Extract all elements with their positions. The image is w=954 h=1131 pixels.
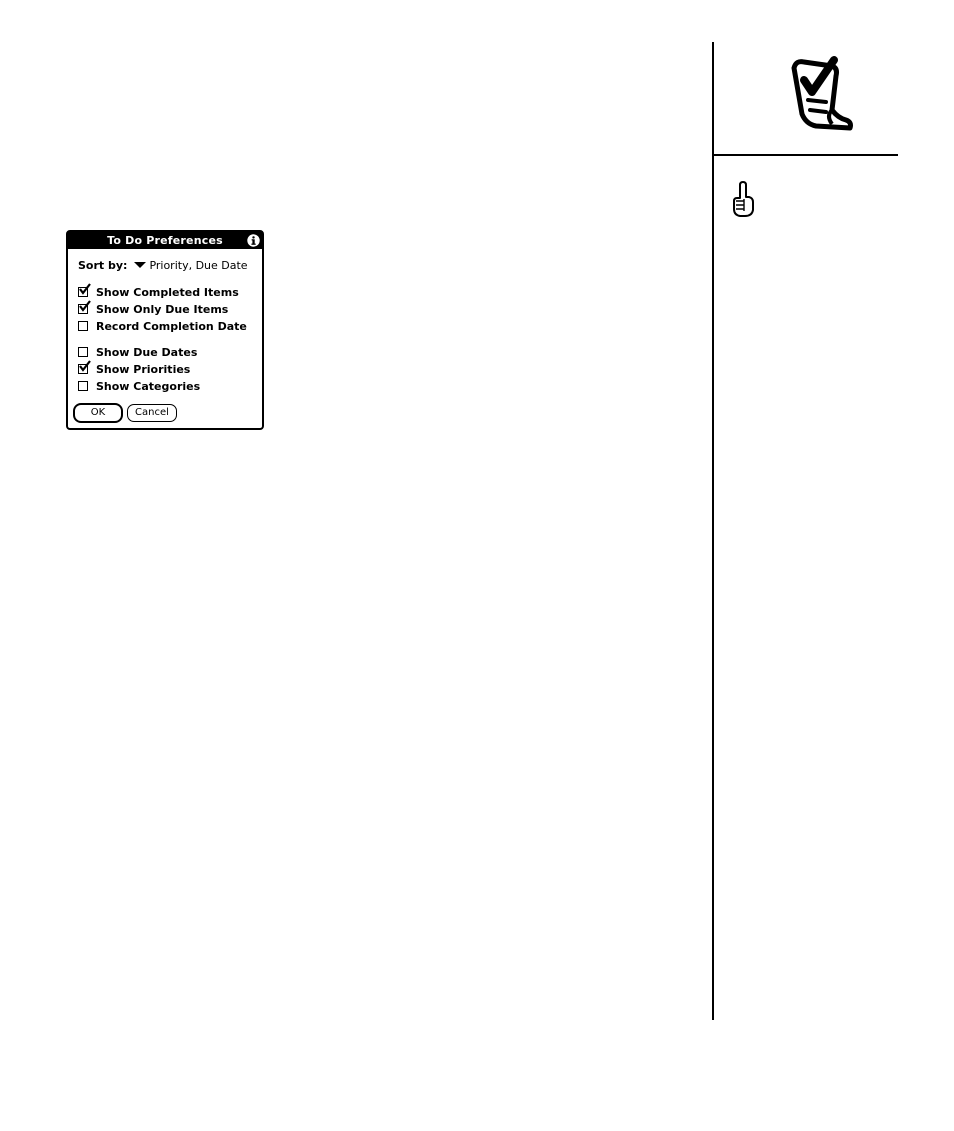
checkmark-icon bbox=[78, 360, 91, 372]
checkbox-box[interactable] bbox=[78, 321, 88, 331]
show-due-dates-checkbox[interactable] bbox=[78, 344, 197, 360]
show-only-due-items-checkbox[interactable] bbox=[78, 301, 228, 317]
checkbox-box[interactable] bbox=[78, 347, 88, 357]
checkbox-box[interactable] bbox=[78, 304, 88, 314]
margin-divider-horizontal bbox=[712, 154, 898, 156]
show-completed-items-checkbox[interactable] bbox=[78, 284, 239, 300]
sort-by-value: Priority, Due Date bbox=[149, 258, 248, 272]
info-icon[interactable] bbox=[247, 234, 260, 247]
checkbox-label: Show Priorities bbox=[96, 362, 191, 376]
cancel-button[interactable]: Cancel bbox=[127, 404, 177, 422]
checkbox-label: Show Completed Items bbox=[96, 285, 239, 299]
show-categories-checkbox[interactable] bbox=[78, 378, 200, 394]
margin-divider-vertical bbox=[712, 42, 714, 1020]
checkbox-label: Show Due Dates bbox=[96, 345, 198, 359]
dialog-titlebar bbox=[68, 232, 262, 249]
record-completion-date-checkbox[interactable] bbox=[78, 318, 247, 334]
show-priorities-checkbox[interactable] bbox=[78, 361, 190, 377]
checkbox-box[interactable] bbox=[78, 364, 88, 374]
checkmark-icon bbox=[78, 283, 91, 295]
checkbox-label: Record Completion Date bbox=[96, 319, 247, 333]
todo-list-icon bbox=[786, 54, 856, 132]
checkbox-label: Show Only Due Items bbox=[96, 302, 229, 316]
sort-by-row bbox=[78, 257, 248, 273]
dialog-title: To Do Preferences bbox=[107, 234, 223, 247]
checkbox-box[interactable] bbox=[78, 381, 88, 391]
sort-by-popup-trigger[interactable] bbox=[134, 259, 247, 272]
sort-by-label: Sort by: bbox=[78, 258, 128, 272]
checkbox-box[interactable] bbox=[78, 287, 88, 297]
ok-button[interactable]: OK bbox=[74, 404, 122, 422]
dropdown-triangle-icon bbox=[134, 262, 146, 268]
checkmark-icon bbox=[78, 300, 91, 312]
checkbox-label: Show Categories bbox=[96, 379, 201, 393]
pointing-hand-icon bbox=[730, 180, 756, 218]
todo-preferences-dialog bbox=[66, 230, 264, 430]
